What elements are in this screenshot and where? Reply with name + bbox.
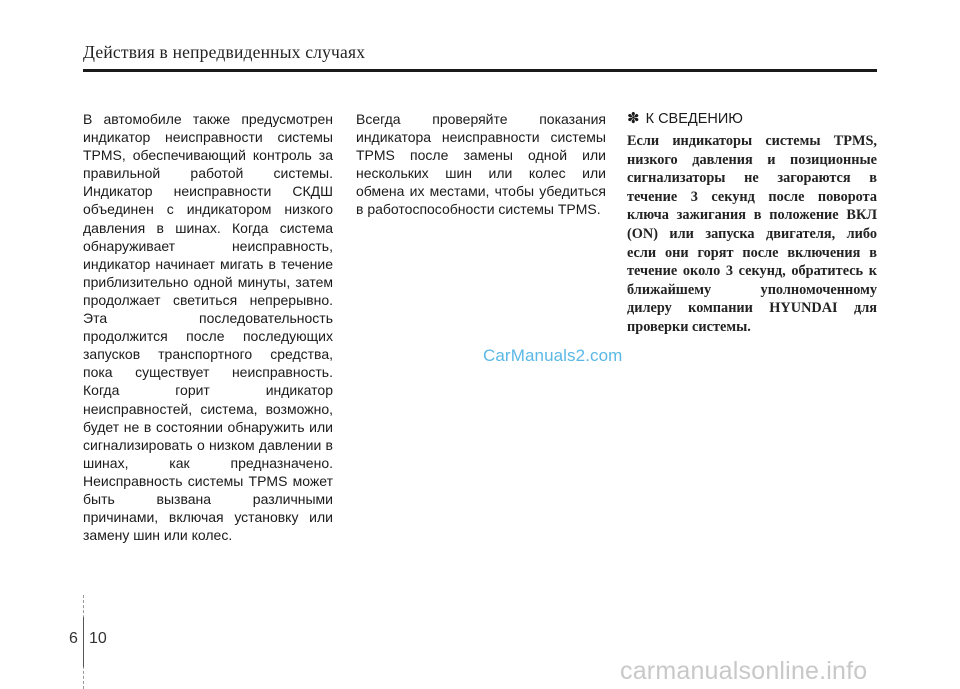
header-rule xyxy=(83,69,877,72)
watermark-carmanuals2[interactable]: CarManuals2.com xyxy=(483,346,623,365)
page-header-title: Действия в непредвиденных случаях xyxy=(83,42,366,62)
note-body: Если индикаторы системы TPMS, низкого давления и позиционные сигнализаторы не загораются в течение 3 секунд после поворота ключа зажигания в положение ВКЛ (ON) или запуска двигателя, либо если они горят после включения в течение около 3 секунд, обратитесь к ближайшему уполномоченному дилеру компании HYUNDAI для проверки системы. xyxy=(627,133,877,335)
note-heading xyxy=(627,110,877,128)
text-column-1: В автомобиле также предусмотрен индикатор неисправности системы TPMS, обеспечивающий контроль за правильной работой системы. Индикатор неисправности СКДШ объединен с индикатором низкого давления в шинах. Когда система обнаруживает неисправность, индикатор начинает мигать в течение приблизительно одной минуты, затем продолжает светиться непрерывно. Эта последовательность продолжится после последующих запусков транспортного средства, пока существует неисправность. Когда горит индикатор неисправностей, система, возможно, будет не в состоянии обнаружить или сигнализировать о низком давлении в шинах, как предназначено. Неисправность системы TPMS может быть вызвана различными причинами, включая установку или замену шин или колес. xyxy=(83,111,333,544)
note-star-icon: ✽ xyxy=(627,110,640,127)
watermark-carmanualsonline[interactable]: carmanualsonline.info xyxy=(620,657,868,685)
page-number: 10 xyxy=(89,630,107,647)
note-heading-text: К СВЕДЕНИЮ xyxy=(645,111,743,127)
chapter-number: 6 xyxy=(69,630,78,647)
note-box xyxy=(627,110,877,337)
footer-divider-solid xyxy=(83,617,84,667)
text-column-2: Всегда проверяйте показания индикатора неисправности системы TPMS после замены одной или нескольких шин или колес или обмена их местами, чтобы убедиться в работоспособности системы TPMS. xyxy=(356,111,606,218)
